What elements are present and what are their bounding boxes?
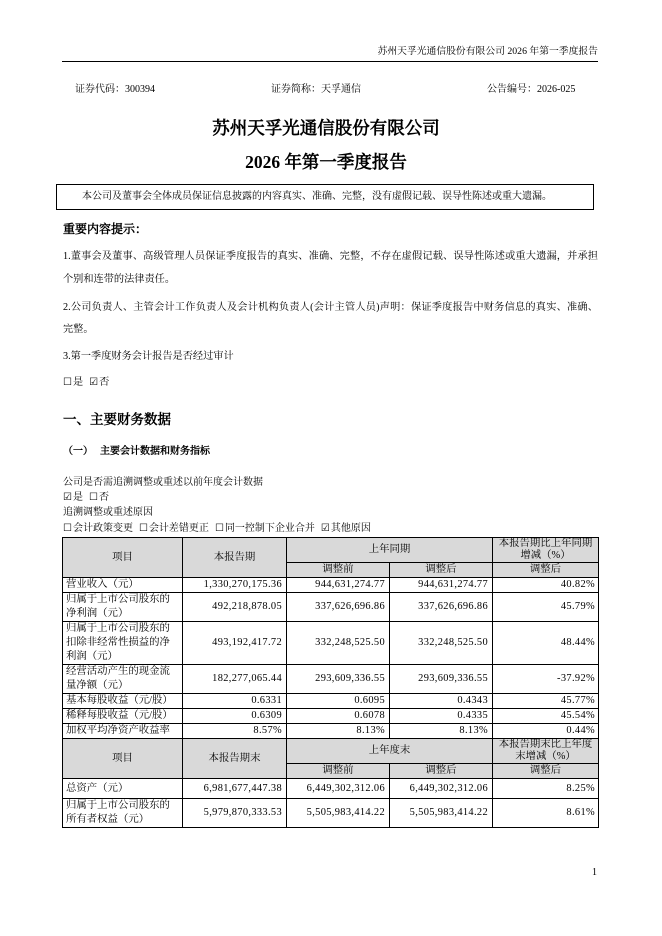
stock-short-name: 证券简称：天孚通信 xyxy=(271,84,361,95)
running-header: 苏州天孚光通信股份有限公司 2026 年第一季度报告 xyxy=(377,46,598,57)
table-row xyxy=(63,799,599,828)
row-label-text: 归属于上市公司股东的净利润（元） xyxy=(66,594,170,619)
header-change xyxy=(493,538,599,563)
option-label: 会计政策变更 xyxy=(72,523,133,534)
page-number: 1 xyxy=(592,867,597,878)
change-percent: 8.25% xyxy=(493,779,599,799)
prior-after-value: 0.4343 xyxy=(390,694,493,709)
row-label-text: 基本每股收益（元/股） xyxy=(66,695,173,706)
balance-header-row xyxy=(63,739,599,764)
subsection-title: 主要会计数据和财务指标 xyxy=(100,446,210,457)
prior-before-value: 8.13% xyxy=(287,724,390,739)
prior-after-value: 0.4335 xyxy=(390,709,493,724)
section-heading: 一、主要财务数据 xyxy=(63,412,171,428)
row-label-text: 加权平均净资产收益率 xyxy=(66,725,170,736)
table-row xyxy=(63,622,599,665)
prior-before-value: 337,626,696.86 xyxy=(287,593,390,622)
reason-option-policy-change xyxy=(63,523,133,534)
table-row xyxy=(63,593,599,622)
reason-option-other xyxy=(321,523,371,534)
stock-code: 证券代码：300394 xyxy=(75,84,155,95)
change-percent: 45.79% xyxy=(493,593,599,622)
row-label-text: 归属于上市公司股东的扣除非经常性损益的净利润（元） xyxy=(66,623,170,662)
prior-after-value: 337,626,696.86 xyxy=(390,593,493,622)
company-title: 苏州天孚光通信股份有限公司 xyxy=(212,118,440,138)
prior-after-value: 944,631,274.77 xyxy=(390,578,493,593)
header-after-adjustment: 调整后 xyxy=(390,563,493,578)
notice-item-2-line-1: 2.公司负责人、主管会计工作负责人及会计机构负责人(会计主管人员)声明：保证季度报告中财务信息的真实、准确、 xyxy=(63,302,598,313)
change-percent: 45.77% xyxy=(493,694,599,709)
option-label: 其他原因 xyxy=(330,523,371,534)
retro-adjust-choice xyxy=(63,491,115,505)
checkbox-checked-icon: ☑ xyxy=(63,492,72,503)
retro-option-yes xyxy=(63,492,83,503)
table-row xyxy=(63,578,599,593)
header-change-after-adjustment: 调整后 xyxy=(493,764,599,779)
prior-before-value: 0.6078 xyxy=(287,709,390,724)
header-current-period-end: 本报告期末 xyxy=(183,739,287,779)
option-label: 同一控制下企业合并 xyxy=(224,523,315,534)
row-label-text: 经营活动产生的现金流量净额（元） xyxy=(66,666,170,691)
report-title: 2026 年第一季度报告 xyxy=(245,152,407,172)
prior-before-value: 293,609,336.55 xyxy=(287,665,390,694)
prior-after-value: 6,449,302,312.06 xyxy=(390,779,493,799)
option-label: 否 xyxy=(98,492,109,503)
retro-option-no xyxy=(89,492,109,503)
audit-choice xyxy=(63,376,115,390)
header-current-period: 本报告期 xyxy=(183,538,287,578)
row-label-text: 归属于上市公司股东的所有者权益（元） xyxy=(66,800,170,825)
notice-item-3: 3.第一季度财务会计报告是否经过审计 xyxy=(63,351,234,362)
important-notice-heading: 重要内容提示： xyxy=(63,222,148,236)
subsection-heading xyxy=(63,445,210,459)
header-before-adjustment: 调整前 xyxy=(287,764,390,779)
row-label-text: 稀释每股收益（元/股） xyxy=(66,710,173,721)
current-value: 0.6331 xyxy=(183,694,287,709)
checkbox-checked-icon: ☑ xyxy=(320,523,330,534)
option-label: 会计差错更正 xyxy=(148,523,209,534)
subsection-number: （一） xyxy=(63,446,93,457)
assurance-statement-box: 本公司及董事会全体成员保证信息披露的内容真实、准确、完整，没有虚假记载、误导性陈述或重大遗漏。 xyxy=(56,184,594,210)
row-label xyxy=(63,694,183,709)
current-value: 182,277,065.44 xyxy=(183,665,287,694)
notice-item-1-line-1: 1.董事会及董事、高级管理人员保证季度报告的真实、准确、完整，不存在虚假记载、误导性陈述或重大遗漏，并承担 xyxy=(63,251,598,262)
header-item: 项目 xyxy=(63,739,183,779)
current-value: 0.6309 xyxy=(183,709,287,724)
prior-before-value: 6,449,302,312.06 xyxy=(287,779,390,799)
retro-reason-label: 追溯调整或重述原因 xyxy=(63,507,153,518)
header-change-label: 本报告期末比上年度末增减（%） xyxy=(498,739,593,762)
reason-option-error-correction xyxy=(139,523,209,534)
change-percent: -37.92% xyxy=(493,665,599,694)
header-prior-year-end: 上年度末 xyxy=(287,739,493,764)
checkbox-unchecked-icon: ☐ xyxy=(138,523,148,534)
header-change-after-adjustment: 调整后 xyxy=(493,563,599,578)
option-label: 是 xyxy=(72,492,83,503)
option-label: 是 xyxy=(72,377,84,388)
row-label xyxy=(63,665,183,694)
row-label xyxy=(63,779,183,799)
row-label xyxy=(63,593,183,622)
header-item: 项目 xyxy=(63,538,183,578)
change-percent: 48.44% xyxy=(493,622,599,665)
audit-option-yes xyxy=(63,377,83,388)
row-label xyxy=(63,578,183,593)
change-percent: 45.54% xyxy=(493,709,599,724)
row-label xyxy=(63,622,183,665)
checkbox-unchecked-icon: ☐ xyxy=(63,523,72,534)
checkbox-unchecked-icon: ☐ xyxy=(214,523,224,534)
current-value: 492,218,878.05 xyxy=(183,593,287,622)
notice-item-2-line-2: 完整。 xyxy=(63,324,94,335)
row-label-text: 营业收入（元） xyxy=(66,579,139,590)
announcement-number: 公告编号：2026-025 xyxy=(487,84,576,95)
row-label xyxy=(63,709,183,724)
retro-reason-options xyxy=(63,522,377,536)
current-value: 1,330,270,175.36 xyxy=(183,578,287,593)
table-row xyxy=(63,779,599,799)
current-value: 5,979,870,333.53 xyxy=(183,799,287,828)
reason-option-common-control-merger xyxy=(215,523,315,534)
key-financial-data-table xyxy=(62,537,599,828)
audit-option-no xyxy=(89,377,109,388)
change-percent: 0.44% xyxy=(493,724,599,739)
checkbox-checked-icon: ☑ xyxy=(89,377,99,388)
header-change xyxy=(493,739,599,764)
retro-adjust-question: 公司是否需追溯调整或重述以前年度会计数据 xyxy=(63,477,263,488)
prior-after-value: 293,609,336.55 xyxy=(390,665,493,694)
row-label xyxy=(63,799,183,828)
row-label-text: 总资产（元） xyxy=(66,782,129,794)
notice-item-1-line-2: 个别和连带的法律责任。 xyxy=(63,274,176,285)
change-percent: 40.82% xyxy=(493,578,599,593)
prior-before-value: 944,631,274.77 xyxy=(287,578,390,593)
header-before-adjustment: 调整前 xyxy=(287,563,390,578)
prior-before-value: 332,248,525.50 xyxy=(287,622,390,665)
header-rule xyxy=(62,61,598,62)
checkbox-unchecked-icon: ☐ xyxy=(63,377,72,388)
prior-after-value: 5,505,983,414.22 xyxy=(390,799,493,828)
header-after-adjustment: 调整后 xyxy=(390,764,493,779)
table-row xyxy=(63,709,599,724)
current-value: 493,192,417.72 xyxy=(183,622,287,665)
current-value: 6,981,677,447.38 xyxy=(183,779,287,799)
header-prior-period: 上年同期 xyxy=(287,538,493,563)
prior-after-value: 8.13% xyxy=(390,724,493,739)
checkbox-unchecked-icon: ☐ xyxy=(88,492,98,503)
change-percent: 8.61% xyxy=(493,799,599,828)
prior-before-value: 0.6095 xyxy=(287,694,390,709)
header-change-label: 本报告期比上年同期增减（%） xyxy=(498,538,593,561)
prior-after-value: 332,248,525.50 xyxy=(390,622,493,665)
table-row xyxy=(63,665,599,694)
table-row xyxy=(63,724,599,739)
option-label: 否 xyxy=(99,377,110,388)
period-header-row xyxy=(63,538,599,563)
current-value: 8.57% xyxy=(183,724,287,739)
row-label xyxy=(63,724,183,739)
table-row xyxy=(63,694,599,709)
prior-before-value: 5,505,983,414.22 xyxy=(287,799,390,828)
